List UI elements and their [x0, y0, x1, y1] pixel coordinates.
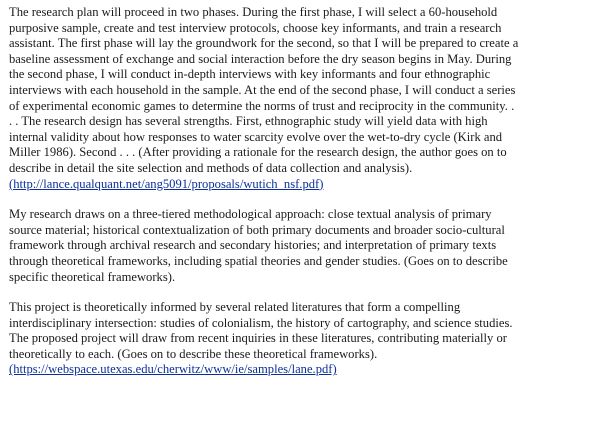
paragraph-research-plan — [9, 5, 597, 192]
paragraph-theory — [9, 300, 597, 378]
text-line: This project is theoretically informed by several related literatures that form a compelling — [9, 300, 461, 315]
text-line: describe in detail the site selection and methods of data collection and analysis). — [9, 160, 413, 175]
text-line: assistant. The first phase will lay the groundwork for the second, so that I will be prepared to create a — [9, 36, 519, 51]
paragraph-methodology — [9, 207, 597, 285]
source-link-lane[interactable]: (https://webspace.utexas.edu/cherwitz/www/ie/samples/lane.pdf) — [9, 362, 337, 377]
text-line: The research plan will proceed in two phases. During the first phase, I will select a 60-household — [9, 5, 498, 19]
text-line: theoretically to each. (Goes on to describe these theoretical frameworks). — [9, 346, 378, 361]
text-line: internal validity about how responses to water scarcity evolve over the wet-to-dry cycle (Kirk and — [9, 129, 503, 144]
source-link-wutich[interactable]: (http://lance.qualquant.net/ang5091/proposals/wutich_nsf.pdf) — [9, 176, 324, 191]
text-line: The proposed project will draw from recent inquiries in these literatures, contributing materially or — [9, 331, 507, 346]
text-line: the second phase, I will conduct in-depth interviews with key informants and four ethnographic — [9, 67, 491, 82]
text-line: framework through archival research and secondary histories; and interpretation of primary texts — [9, 238, 497, 253]
text-line: interviews with each household in the sample. At the end of the second phase, I will conduct a series — [9, 82, 516, 97]
text-line: source material; historical contextualization of both primary documents and broader socio-cultural — [9, 222, 505, 237]
text-line: interdisciplinary intersection: studies of colonialism, the history of cartography, and science studies. — [9, 315, 513, 330]
document-body — [9, 5, 597, 393]
text-line: purposive sample, create and test interview protocols, choose key informants, and train a research — [9, 20, 502, 35]
text-line: . . The research design has several strengths. First, ethnographic study will yield data with high — [9, 114, 488, 129]
text-line: baseline assessment of exchange and social interaction before the dry season begins in May. During — [9, 51, 512, 66]
text-line: of experimental economic games to determine the norms of trust and reciprocity in the community. . — [9, 98, 515, 113]
text-line: My research draws on a three-tiered methodological approach: close textual analysis of primary — [9, 207, 492, 222]
text-line: specific theoretical frameworks). — [9, 269, 176, 284]
text-line: Miller 1986). Second . . . (After providing a rationale for the research design, the author goes on to — [9, 145, 507, 160]
text-line: through theoretical frameworks, including spatial theories and gender studies. (Goes on to describe — [9, 253, 508, 268]
